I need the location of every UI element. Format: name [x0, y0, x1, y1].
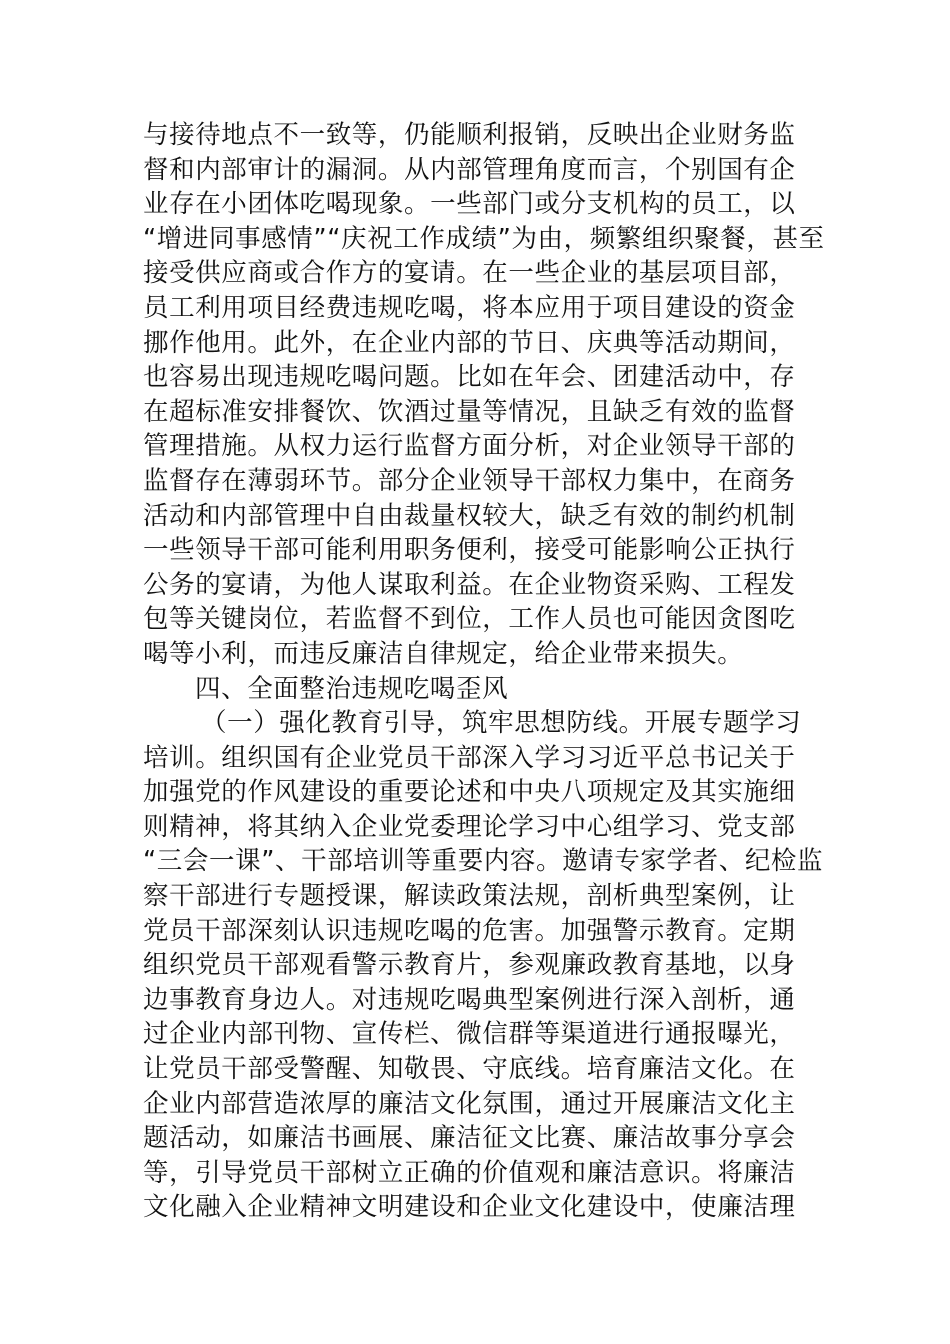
text-line: 管理措施。从权力运行监督方面分析，对企业领导干部的 [143, 431, 796, 462]
text-line: 活动和内部管理中自由裁量权较大，缺乏有效的制约机制 [143, 500, 796, 531]
text-line: 挪作他用。此外，在企业内部的节日、庆典等活动期间， [143, 327, 796, 358]
text-line: 加强党的作风建设的重要论述和中央八项规定及其实施细 [143, 777, 796, 808]
text-line: 组织党员干部观看警示教育片，参观廉政教育基地，以身 [143, 950, 796, 981]
subsection-heading-line: （一）强化教育引导，筑牢思想防线。开展专题学习 [201, 708, 802, 739]
text-line: 过企业内部刊物、宣传栏、微信群等渠道进行通报曝光， [143, 1019, 796, 1050]
text-line: 企业内部营造浓厚的廉洁文化氛围，通过开展廉洁文化主 [143, 1088, 796, 1119]
text-line: 喝等小利，而违反廉洁自律规定，给企业带来损失。 [143, 638, 744, 669]
text-line: 公务的宴请，为他人谋取利益。在企业物资采购、工程发 [143, 569, 796, 600]
text-line: 员工利用项目经费违规吃喝，将本应用于项目建设的资金 [143, 292, 796, 323]
text-line: 题活动，如廉洁书画展、廉洁征文比赛、廉洁故事分享会 [143, 1123, 796, 1154]
text-line: 业存在小团体吃喝现象。一些部门或分支机构的员工，以 [143, 189, 796, 220]
text-line: “三会一课”、干部培训等重要内容。邀请专家学者、纪检监 [143, 846, 824, 877]
text-line: 接受供应商或合作方的宴请。在一些企业的基层项目部， [143, 258, 796, 289]
text-line: 让党员干部受警醒、知敬畏、守底线。培育廉洁文化。在 [143, 1054, 796, 1085]
text-line: 包等关键岗位，若监督不到位，工作人员也可能因贪图吃 [143, 604, 796, 635]
body-text [143, 118, 825, 1225]
text-line: 培训。组织国有企业党员干部深入学习习近平总书记关于 [143, 742, 796, 773]
text-line: 与接待地点不一致等，仍能顺利报销，反映出企业财务监 [143, 120, 796, 150]
text-line: 也容易出现违规吃喝问题。比如在年会、团建活动中，存 [143, 362, 796, 393]
text-line: 文化融入企业精神文明建设和企业文化建设中，使廉洁理 [143, 1192, 796, 1223]
text-line: 在超标准安排餐饮、饮酒过量等情况，且缺乏有效的监督 [143, 396, 796, 427]
text-line: 察干部进行专题授课，解读政策法规，剖析典型案例，让 [143, 881, 796, 912]
text-line: 监督存在薄弱环节。部分企业领导干部权力集中，在商务 [143, 465, 796, 496]
text-line: 督和内部审计的漏洞。从内部管理角度而言，个别国有企 [143, 154, 796, 185]
text-line: 党员干部深刻认识违规吃喝的危害。加强警示教育。定期 [143, 915, 796, 946]
text-line: 一些领导干部可能利用职务便利，接受可能影响公正执行 [143, 535, 796, 566]
text-line: 则精神，将其纳入企业党委理论学习中心组学习、党支部 [143, 811, 796, 842]
text-line: 等，引导党员干部树立正确的价值观和廉洁意识。将廉洁 [143, 1157, 796, 1188]
section-heading: 四、全面整治违规吃喝歪风 [195, 673, 509, 704]
text-line: 边事教育身边人。对违规吃喝典型案例进行深入剖析，通 [143, 984, 796, 1015]
text-line: “增进同事感情”“庆祝工作成绩”为由，频繁组织聚餐，甚至 [143, 223, 825, 254]
